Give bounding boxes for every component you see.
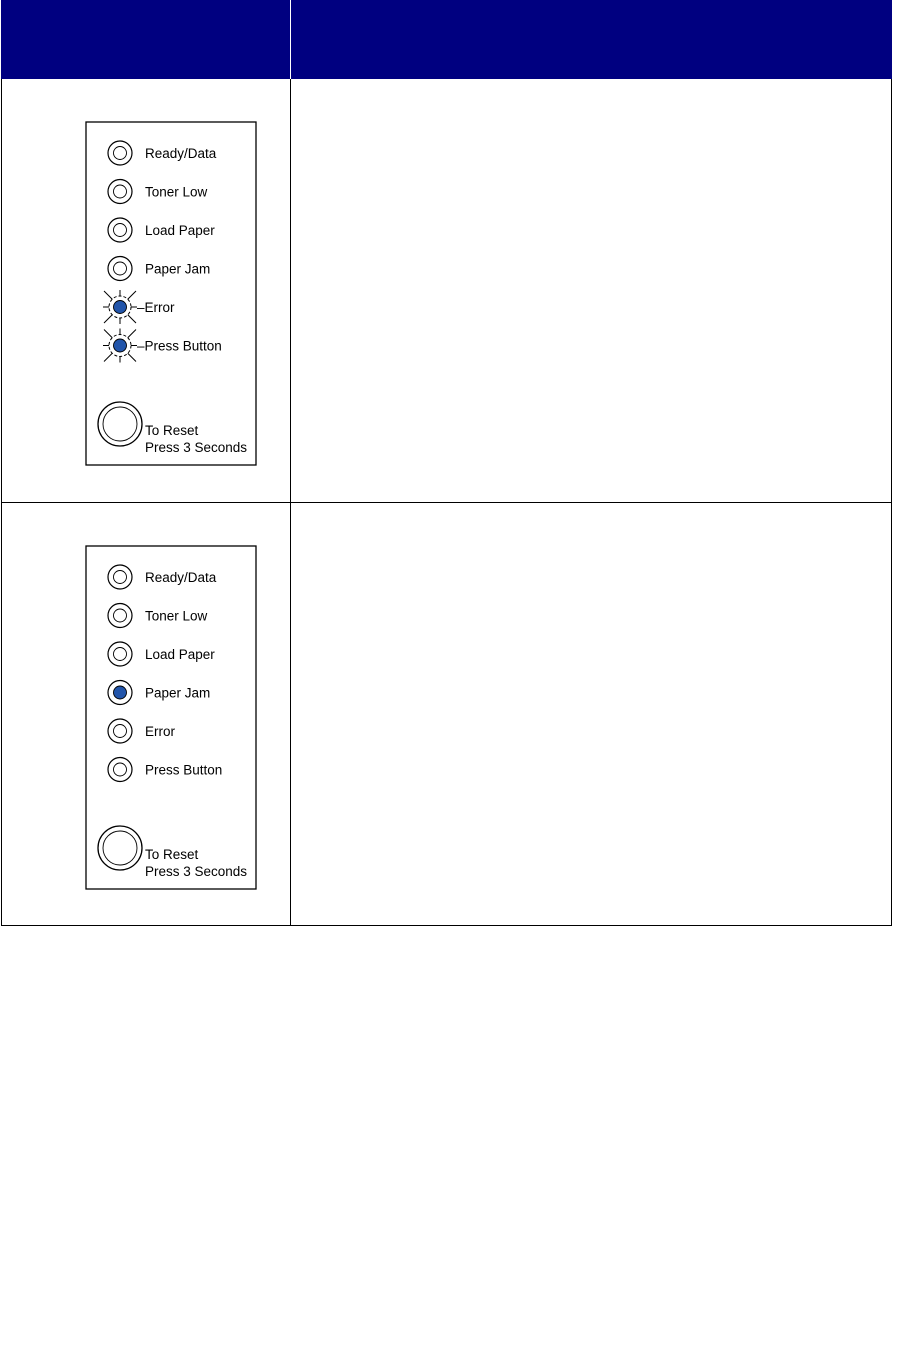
indicator-label: Toner Low bbox=[145, 184, 208, 200]
led-off-icon bbox=[114, 185, 127, 198]
table-header bbox=[1, 0, 892, 79]
reset-button-inner bbox=[103, 831, 137, 865]
reset-label-line2: Press 3 Seconds bbox=[145, 440, 248, 455]
header-cell-lights bbox=[1, 0, 289, 79]
led-off-icon bbox=[114, 571, 127, 584]
led-off-icon bbox=[114, 648, 127, 661]
operator-panel bbox=[2, 79, 290, 501]
indicator-label: Ready/Data bbox=[145, 570, 217, 585]
reset-button-inner bbox=[103, 407, 137, 441]
reset-button[interactable] bbox=[98, 826, 142, 870]
indicator-label: Error bbox=[145, 724, 175, 739]
reset-button[interactable] bbox=[98, 402, 142, 446]
indicator-label: –Error bbox=[137, 300, 175, 315]
indicator-label: Load Paper bbox=[145, 223, 215, 238]
description-cell bbox=[290, 79, 891, 502]
indicator-label: Paper Jam bbox=[145, 685, 211, 701]
header-cell-description bbox=[290, 0, 892, 79]
table-row bbox=[1, 503, 892, 926]
operator-panel-cell bbox=[2, 79, 290, 502]
operator-panel-cell bbox=[2, 503, 290, 925]
indicator-label: –Press Button bbox=[137, 338, 222, 354]
indicator-label: Toner Low bbox=[145, 608, 208, 624]
led-on-icon bbox=[114, 339, 127, 352]
led-off-icon bbox=[114, 763, 127, 776]
indicator-label: Ready/Data bbox=[145, 146, 217, 161]
led-off-icon bbox=[114, 609, 127, 622]
reset-label-line2: Press 3 Seconds bbox=[145, 864, 248, 879]
reset-label-line1: To Reset bbox=[145, 847, 199, 862]
indicator-label: Load Paper bbox=[145, 647, 215, 662]
description-cell bbox=[290, 503, 891, 925]
led-off-icon bbox=[114, 725, 127, 738]
led-off-icon bbox=[114, 224, 127, 237]
led-off-icon bbox=[114, 262, 127, 275]
status-table bbox=[1, 0, 892, 926]
table-row bbox=[1, 79, 892, 503]
indicator-label: Paper Jam bbox=[145, 261, 211, 277]
led-on-icon bbox=[114, 686, 127, 699]
led-off-icon bbox=[114, 147, 127, 160]
operator-panel bbox=[2, 503, 290, 925]
indicator-label: Press Button bbox=[145, 762, 223, 778]
reset-label-line1: To Reset bbox=[145, 423, 199, 438]
led-on-icon bbox=[114, 301, 127, 314]
